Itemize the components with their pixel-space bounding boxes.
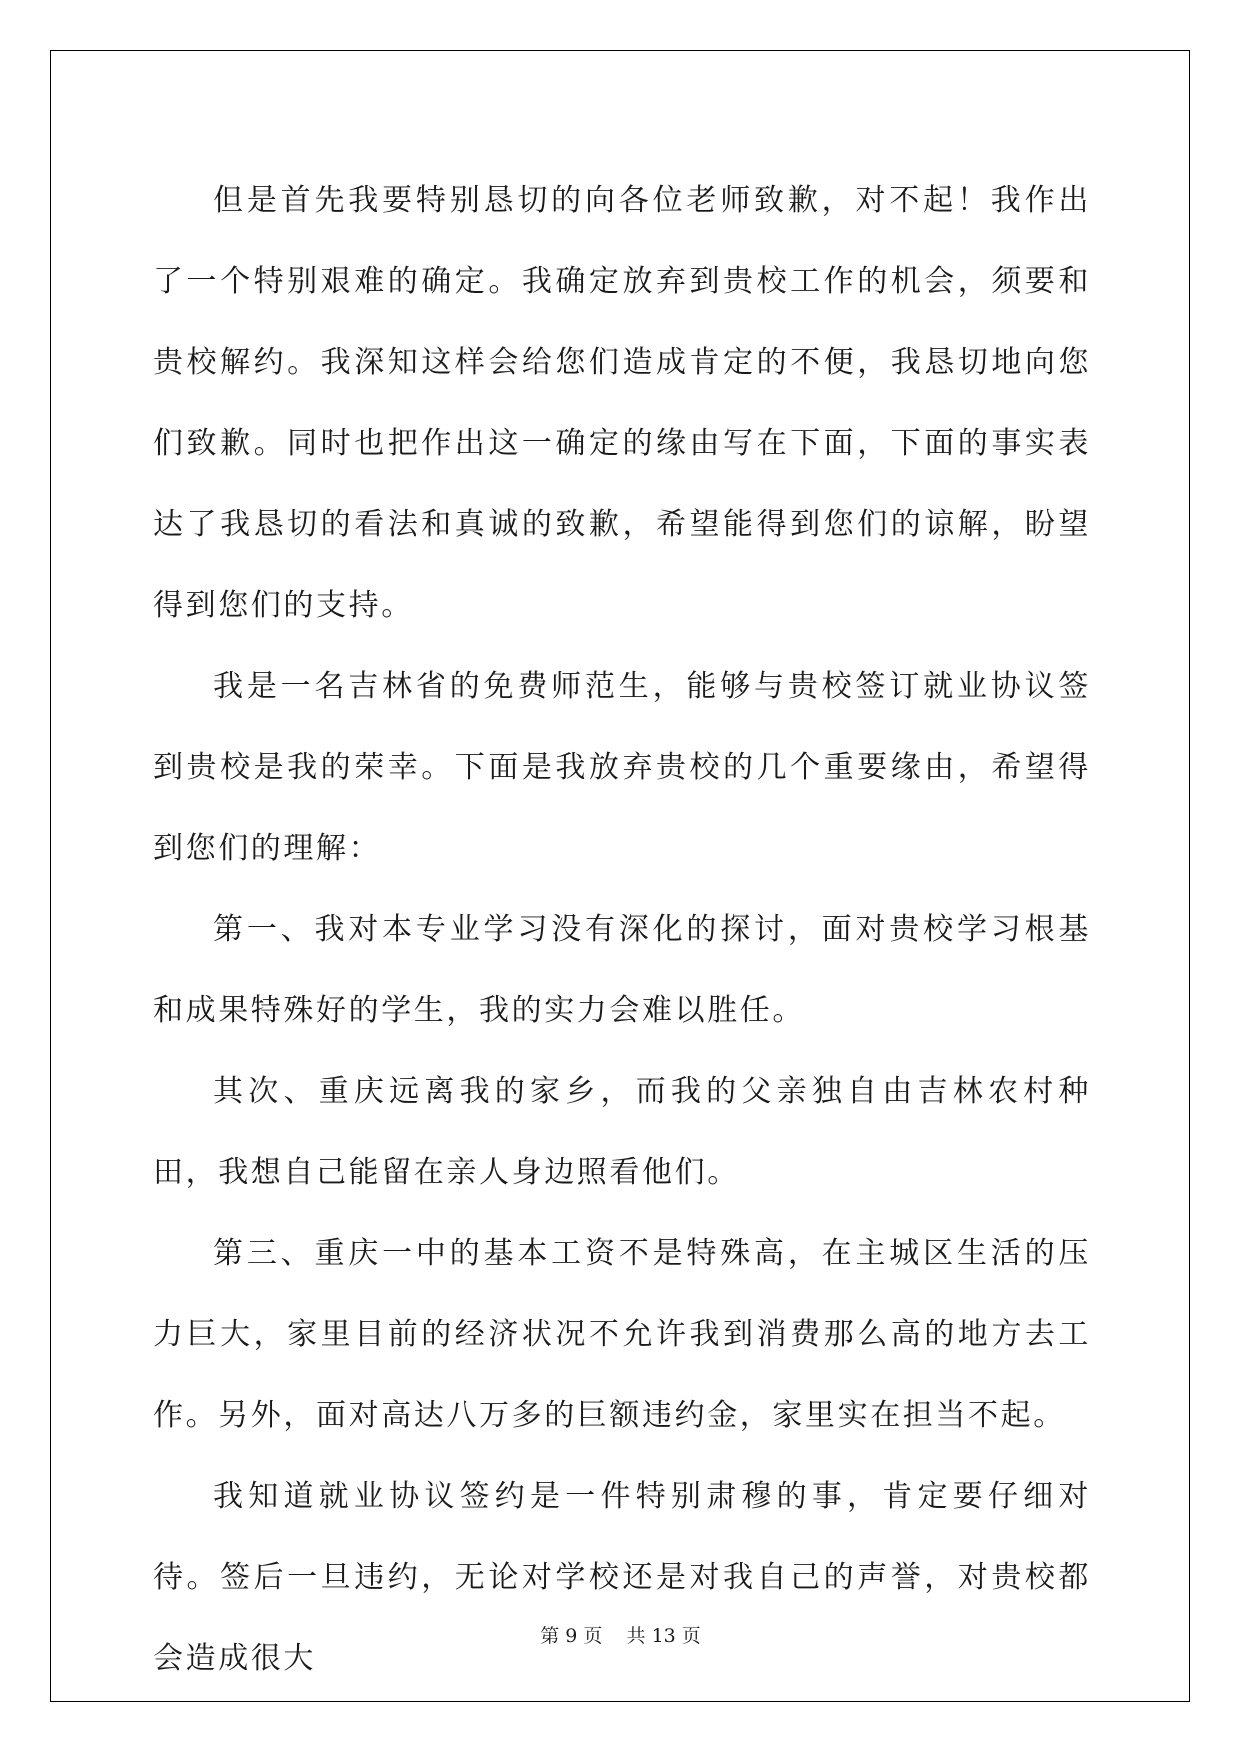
paragraph-conclusion: 我知道就业协议签约是一件特别肃穆的事，肯定要仔细对待。签后一旦违约，无论对学校还是对我自己的声誉，对贵校都会造成很大 [153,1479,1091,1676]
paragraph-reason-first: 第一、我对本专业学习没有深化的探讨，面对贵校学习根基和成果特殊好的学生，我的实力会难以胜任。 [153,912,1091,1028]
paragraph-reason-third: 第三、重庆一中的基本工资不是特殊高，在主城区生活的压力巨大，家里目前的经济状况不允许我到消费那么高的地方去工作。另外，面对高达八万多的巨额违约金，家里实在担当不起。 [153,1236,1091,1433]
paragraph-reason-second: 其次、重庆远离我的家乡，而我的父亲独自由吉林农村种田，我想自己能留在亲人身边照看他们。 [153,1074,1091,1190]
document-body [153,160,1091,1699]
paragraph-apology: 但是首先我要特别恳切的向各位老师致歉，对不起！我作出了一个特别艰难的确定。我确定放弃到贵校工作的机会，须要和贵校解约。我深知这样会给您们造成肯定的不便，我恳切地向您们致歉。同时也把作出这一确定的缘由写在下面，下面的事实表达了我恳切的看法和真诚的致歉，希望能得到您们的谅解，盼望得到您们的支持。 [153,183,1091,623]
paragraph-introduction: 我是一名吉林省的免费师范生，能够与贵校签订就业协议签到贵校是我的荣幸。下面是我放弃贵校的几个重要缘由，希望得到您们的理解： [153,669,1091,866]
page-number-footer: 第 9 页 共 13 页 [540,1625,701,1647]
